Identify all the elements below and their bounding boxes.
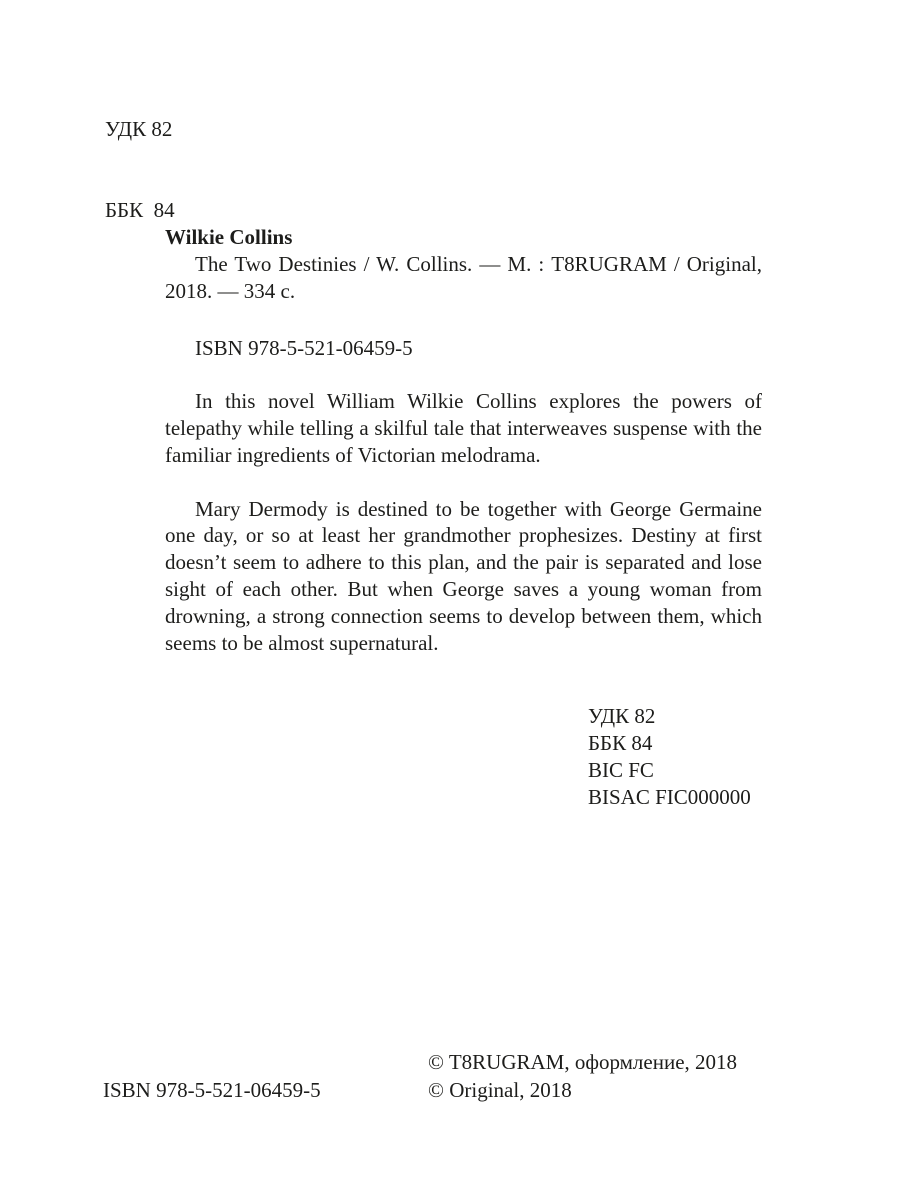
bic-code: BIC FC (588, 758, 654, 782)
bibliographic-entry: The Two Destinies / W. Collins. — М. : T8RUGRAM / Original, 2018. — 334 с. (165, 251, 762, 303)
copyright-publisher: © T8RUGRAM, оформление, 2018 (428, 1050, 738, 1074)
isbn-number: ISBN 978-5-521-06459-5 (195, 336, 413, 361)
right-classification-codes (588, 703, 751, 811)
bisac-code: BISAC FIC000000 (588, 785, 751, 809)
author-name: Wilkie Collins (165, 225, 293, 249)
footer-isbn-number: ISBN 978-5-521-06459-5 (103, 1078, 321, 1102)
footer-copyright-block (428, 1048, 737, 1104)
annotation-paragraph: Mary Dermody is destined to be together with George Germaine one day, or so at least her grandmother prophesizes. Destiny at first doesn’t seem to adhere to this plan, and the pair is separated and lose sight of each other. But when George saves a young woman from drowning, a strong connection seems to develop between them, which seems to be almost supernatural. (165, 496, 762, 655)
bbk-code-top: ББК 84 (105, 198, 175, 222)
udk-code-top: УДК 82 (105, 117, 173, 141)
bbk-code: ББК 84 (588, 731, 653, 755)
annotation-paragraph: In this novel William Wilkie Collins explores the powers of telepathy while telling a skilful tale that interweaves suspense with the familiar ingredients of Victorian melodrama. (165, 389, 762, 467)
copyright-original: © Original, 2018 (428, 1078, 572, 1102)
imprint-block (165, 224, 762, 656)
udk-code: УДК 82 (588, 704, 656, 728)
